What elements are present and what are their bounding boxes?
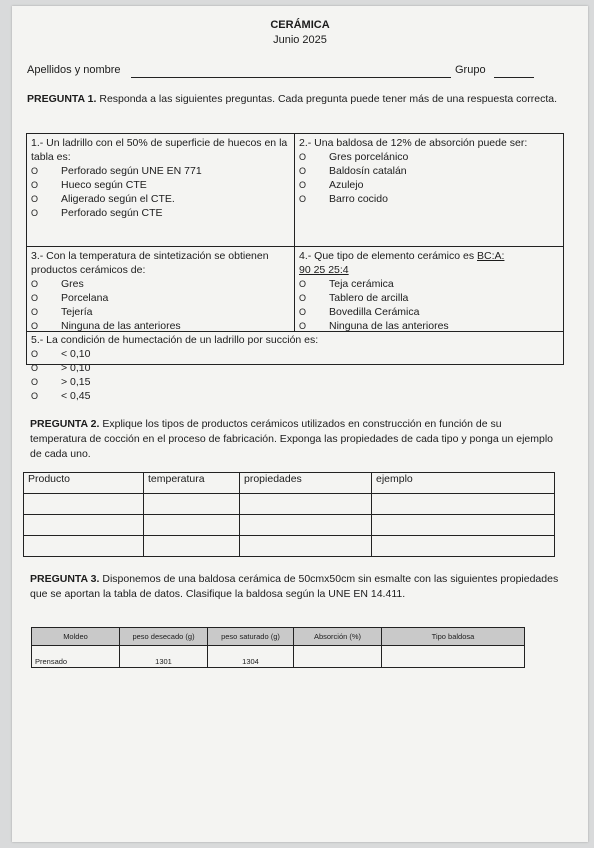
q1-option[interactable]: [31, 347, 559, 361]
q1-option[interactable]: [299, 277, 561, 291]
name-label: Apellidos y nombre: [27, 64, 121, 76]
q1-item-4: [299, 249, 561, 333]
exam-date: Junio 2025: [273, 34, 327, 46]
option-bullet-icon: O: [31, 208, 39, 218]
answer-cell[interactable]: [144, 494, 240, 515]
column-header-temperatura: temperatura: [144, 473, 240, 494]
option-label: Perforado según CTE: [61, 207, 163, 219]
option-bullet-icon: O: [299, 279, 307, 289]
question-1-grid: [26, 133, 564, 402]
cell-peso-saturado: 1304: [208, 646, 294, 668]
q1-item-stem: [299, 249, 561, 277]
option-bullet-icon: O: [299, 180, 307, 190]
table-row: [24, 494, 555, 515]
column-header-tipo-baldosa: Tipo baldosa: [382, 628, 525, 646]
q1-option[interactable]: [299, 192, 559, 206]
q1-option[interactable]: [31, 389, 559, 403]
option-bullet-icon: O: [299, 166, 307, 176]
q1-item-3: [31, 249, 289, 333]
option-bullet-icon: O: [31, 321, 39, 331]
column-header-ejemplo: ejemplo: [372, 473, 555, 494]
option-label: Ninguna de las anteriores: [329, 320, 449, 332]
option-bullet-icon: O: [31, 307, 39, 317]
option-label: < 0,45: [61, 390, 91, 402]
option-label: Perforado según UNE EN 771: [61, 165, 202, 177]
q1-item-stem: 2.- Una baldosa de 12% de absorción puede ser:: [299, 137, 528, 149]
q1-option[interactable]: [299, 164, 559, 178]
q1-option[interactable]: [299, 319, 561, 333]
group-label: Grupo: [455, 64, 486, 76]
table-row: [24, 536, 555, 557]
name-field-line[interactable]: [131, 77, 451, 78]
q1-option[interactable]: [31, 206, 289, 220]
q1-option[interactable]: [299, 150, 559, 164]
option-bullet-icon: O: [31, 279, 39, 289]
column-header-propiedades: propiedades: [240, 473, 372, 494]
column-header-peso-saturado: peso saturado (g): [208, 628, 294, 646]
column-header-peso-desecado: peso desecado (g): [120, 628, 208, 646]
q1-option[interactable]: [31, 319, 289, 333]
option-label: > 0,10: [61, 362, 91, 374]
option-bullet-icon: O: [31, 293, 39, 303]
option-label: Teja cerámica: [329, 278, 394, 290]
cell-peso-desecado: 1301: [120, 646, 208, 668]
cell-absorcion[interactable]: [294, 646, 382, 668]
q1-item-stem: 1.- Un ladrillo con el 50% de superficie de huecos en la tabla es:: [31, 137, 288, 163]
q1-option[interactable]: [31, 164, 289, 178]
q1-item-5: [31, 333, 559, 403]
option-label: Tablero de arcilla: [329, 292, 409, 304]
option-bullet-icon: O: [31, 377, 39, 387]
q1-option[interactable]: [31, 305, 289, 319]
q1-option[interactable]: [31, 375, 559, 389]
option-label: Porcelana: [61, 292, 109, 304]
option-bullet-icon: O: [31, 194, 39, 204]
answer-cell[interactable]: [24, 536, 144, 557]
group-field-line[interactable]: [494, 77, 534, 78]
question-3-table: [31, 627, 525, 668]
q1-item-2: [299, 136, 559, 206]
q1-option[interactable]: [299, 178, 559, 192]
question-1-heading: PREGUNTA 1.: [27, 93, 97, 105]
element-code-continued: 90 25 25:4: [299, 264, 349, 276]
option-label: Ninguna de las anteriores: [61, 320, 181, 332]
question-3-text: Disponemos de una baldosa cerámica de 50cmx50cm sin esmalte con las siguientes propiedades que se aportan la tabla de datos. Clasifique la baldosa según la UNE EN 14.411.: [30, 573, 559, 600]
column-header-absorcion: Absorción (%): [294, 628, 382, 646]
question-2-instructions: [30, 417, 560, 462]
option-label: Tejería: [61, 306, 93, 318]
question-1-text: Responda a las siguientes preguntas. Cada pregunta puede tener más de una respuesta correcta.: [99, 93, 557, 105]
answer-cell[interactable]: [144, 536, 240, 557]
option-label: Aligerado según el CTE.: [61, 193, 175, 205]
q1-option[interactable]: [31, 291, 289, 305]
question-3-instructions: [30, 572, 560, 602]
table-row: [32, 646, 525, 668]
question-2-table: [23, 472, 555, 557]
q1-option[interactable]: [31, 192, 289, 206]
option-label: > 0,15: [61, 376, 91, 388]
option-label: Baldosín catalán: [329, 165, 407, 177]
cell-tipo-baldosa[interactable]: [382, 646, 525, 668]
option-bullet-icon: O: [299, 293, 307, 303]
option-bullet-icon: O: [31, 349, 39, 359]
answer-cell[interactable]: [240, 494, 372, 515]
q1-item-stem-text: 4.- Que tipo de elemento cerámico es: [299, 250, 478, 262]
option-label: Gres porcelánico: [329, 151, 409, 163]
q1-option[interactable]: [299, 305, 561, 319]
answer-cell[interactable]: [372, 536, 555, 557]
option-bullet-icon: O: [31, 391, 39, 401]
answer-cell[interactable]: [240, 515, 372, 536]
option-bullet-icon: O: [299, 194, 307, 204]
exam-title: CERÁMICA: [270, 19, 330, 31]
q1-option[interactable]: [31, 277, 289, 291]
answer-cell[interactable]: [372, 515, 555, 536]
exam-sheet: [12, 6, 588, 842]
cell-moldeo: Prensado: [32, 646, 120, 668]
grid-divider-vertical: [294, 246, 295, 331]
q1-option[interactable]: [31, 361, 559, 375]
q1-item-1: [31, 136, 289, 220]
q1-item-stem: 5.- La condición de humectación de un ladrillo por succión es:: [31, 334, 319, 346]
table-header-row: [24, 473, 555, 494]
option-bullet-icon: O: [299, 321, 307, 331]
question-3-heading: PREGUNTA 3.: [30, 573, 100, 585]
option-label: < 0,10: [61, 348, 91, 360]
option-bullet-icon: O: [299, 152, 307, 162]
option-bullet-icon: O: [299, 307, 307, 317]
option-bullet-icon: O: [31, 363, 39, 373]
answer-cell[interactable]: [372, 494, 555, 515]
grid-divider-horizontal: [27, 246, 563, 247]
answer-cell[interactable]: [24, 515, 144, 536]
option-label: Hueco según CTE: [61, 179, 147, 191]
answer-cell[interactable]: [24, 494, 144, 515]
option-bullet-icon: O: [31, 166, 39, 176]
table-row: [24, 515, 555, 536]
option-label: Barro cocido: [329, 193, 388, 205]
question-2-heading: PREGUNTA 2.: [30, 418, 100, 430]
element-code: BC:A:: [477, 250, 505, 262]
answer-cell[interactable]: [144, 515, 240, 536]
question-2-text: Explique los tipos de productos cerámicos utilizados en construcción en función de su temperatura de cocción en el proceso de fabricación. Exponga las propiedades de cada tipo y ponga un ejemplo de cada uno.: [30, 418, 554, 460]
q1-option[interactable]: [299, 291, 561, 305]
option-label: Bovedilla Cerámica: [329, 306, 420, 318]
grid-divider-vertical: [294, 134, 295, 246]
option-bullet-icon: O: [31, 180, 39, 190]
answer-cell[interactable]: [240, 536, 372, 557]
option-label: Azulejo: [329, 179, 364, 191]
column-header-moldeo: Moldeo: [32, 628, 120, 646]
q1-item-stem: 3.- Con la temperatura de sintetización se obtienen productos cerámicos de:: [31, 250, 269, 276]
question-1-instructions: [27, 92, 557, 107]
column-header-producto: Producto: [24, 473, 144, 494]
option-label: Gres: [61, 278, 84, 290]
table-header-row: [32, 628, 525, 646]
q1-option[interactable]: [31, 178, 289, 192]
